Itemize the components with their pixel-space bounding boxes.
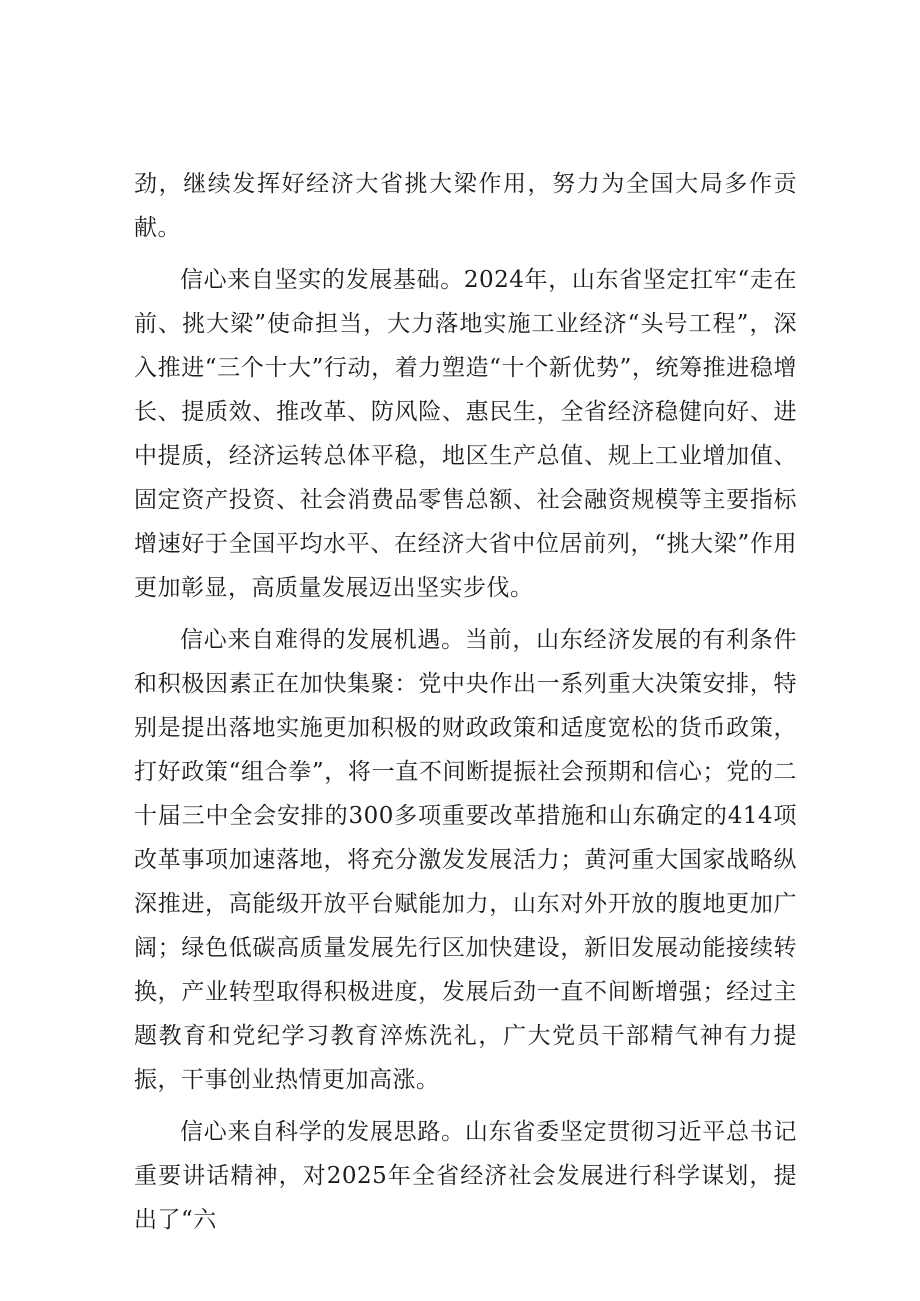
paragraph-1: 劲，继续发挥好经济大省挑大梁作用，努力为全国大局多作贡献。 [134, 171, 797, 241]
paragraph-4: 信心来自科学的发展思路。山东省委坚定贯彻习近平总书记重要讲话精神，对2025年全省经济社会发展进行科学谋划，提出了“六 [134, 1119, 797, 1233]
document-body [134, 162, 797, 1250]
paragraph-2: 信心来自坚实的发展基础。2024年，山东省坚定扛牢“走在前、挑大梁”使命担当，大力落地实施工业经济“头号工程”，深入推进“三个十大”行动，着力塑造“十个新优势”，统筹推进稳增长、提质效、推改革、防风险、惠民生，全省经济稳健向好、进中提质，经济运转总体平稳，地区生产总值、规上工业增加值、固定资产投资、社会消费品零售总额、社会融资规模等主要指标增速好于全国平均水平、在经济大省中位居前列，“挑大梁”作用更加彰显，高质量发展迈出坚实步伐。 [134, 267, 797, 601]
paragraph-3: 信心来自难得的发展机遇。当前，山东经济发展的有利条件和积极因素正在加快集聚：党中央作出一系列重大决策安排，特别是提出落地实施更加积极的财政政策和适度宽松的货币政策，打好政策“组合拳”，将一直不间断提振社会预期和信心；党的二十届三中全会安排的300多项重要改革措施和山东确定的414项改革事项加速落地，将充分激发发展活力；黄河重大国家战略纵深推进，高能级开放平台赋能加力，山东对外开放的腹地更加广阔；绿色低碳高质量发展先行区加快建设，新旧发展动能接续转换，产业转型取得积极进度，发展后劲一直不间断增强；经过主题教育和党纪学习教育淬炼洗礼，广大党员干部精气神有力提振，干事创业热情更加高涨。 [134, 627, 797, 1093]
